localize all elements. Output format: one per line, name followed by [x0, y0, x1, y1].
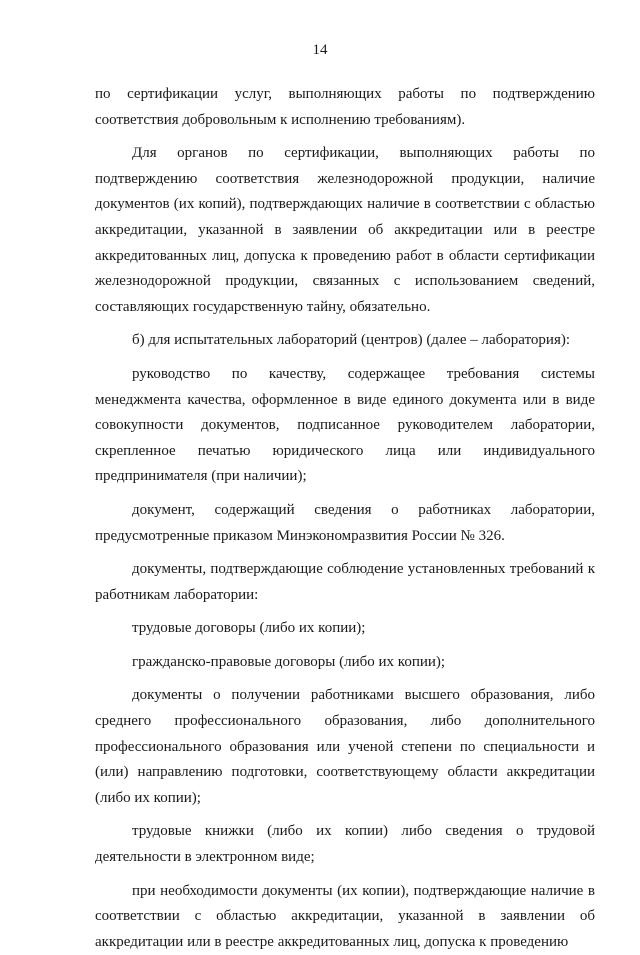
paragraph-2: Для органов по сертификации, выполняющих работы по подтверждению соответствия железнодорожной продукции, наличие документов (их копий), подтверждающих наличие в соответствии с областью аккредитации, указанной в заявлении об аккредитации или в реестре аккредитованных лиц, допуска к проведению работ в области сертификации железнодорожной продукции, связанных с использованием сведений, составляющих государственную тайну, обязательно. — [95, 145, 595, 315]
paragraph-5: документ, содержащий сведения о работниках лаборатории, предусмотренные приказом Минэкономразвития России № 326. — [95, 501, 595, 544]
paragraph-4: руководство по качеству, содержащее требования системы менеджмента качества, оформленное в виде единого документа или в виде совокупности документов, подписанное руководителем лаборатории, скрепленное печатью юридического лица или индивидуального предпринимателя (при наличии); — [95, 365, 595, 485]
paragraph-3: б) для испытательных лабораторий (центров) (далее – лаборатория): — [132, 332, 571, 349]
paragraph-1: по сертификации услуг, выполняющих работы по подтверждению соответствия добровольным к исполнению требованиям). — [95, 86, 595, 128]
paragraph-11: при необходимости документы (их копии), подтверждающие наличие в соответствии с областью аккредитации, указанной в заявлении об аккредитации или в реестре аккредитованных лиц, допуска к проведению — [95, 882, 595, 950]
document-body — [95, 82, 595, 955]
paragraph-8: гражданско-правовые договоры (либо их копии); — [132, 653, 446, 670]
page-number: 14 — [312, 42, 328, 58]
paragraph-7: трудовые договоры (либо их копии); — [132, 620, 366, 637]
paragraph-10: трудовые книжки (либо их копии) либо сведения о трудовой деятельности в электронном виде; — [95, 823, 595, 866]
paragraph-6: документы, подтверждающие соблюдение установленных требований к работникам лаборатории: — [95, 561, 595, 603]
paragraph-9: документы о получении работниками высшего образования, либо среднего профессионального образования, либо дополнительного профессионального образования или ученой степени по специальности и (или) направлению подготовки, соответствующему области аккредитации (либо их копии); — [95, 687, 595, 806]
